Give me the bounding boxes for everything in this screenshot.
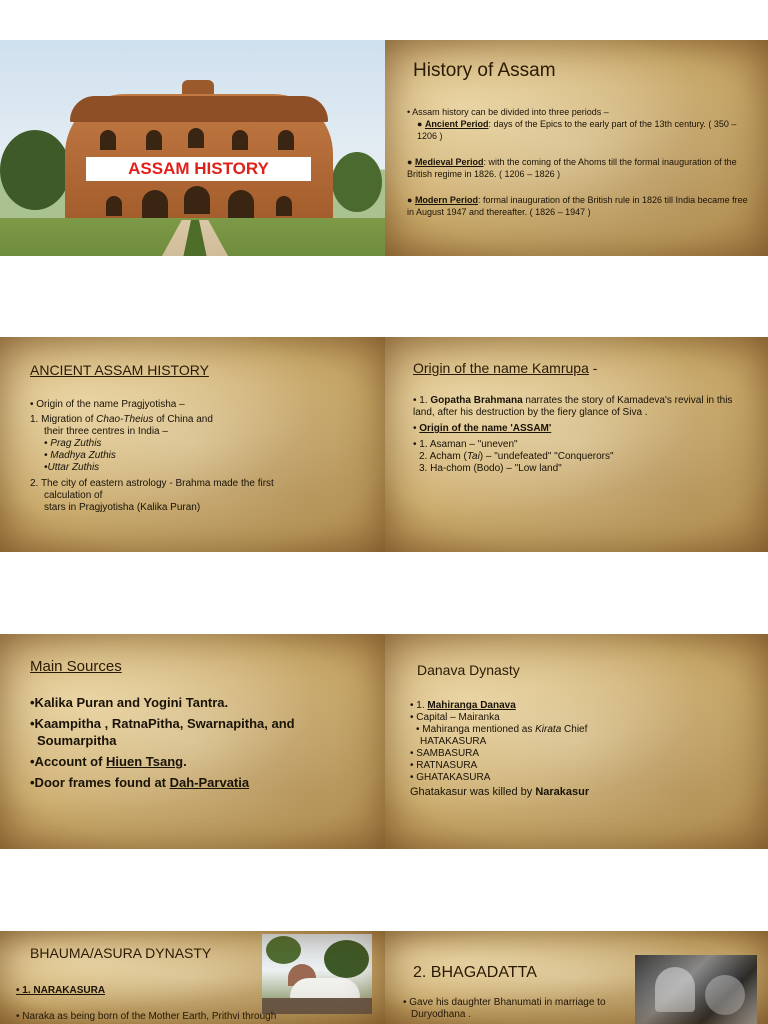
- item-kirata: [410, 724, 750, 736]
- illustration-figure: [655, 967, 695, 1012]
- slide-body: [30, 694, 370, 791]
- item-hatakasura: HATAKASURA: [420, 736, 487, 747]
- item-naraka-birth: • Naraka as being born of the Mother Earth, Prithvi through: [16, 1011, 277, 1022]
- text: • 1.: [410, 700, 428, 711]
- title-text: Origin of the name Kamrupa: [413, 360, 589, 376]
- slide-body: [16, 985, 336, 1023]
- upper-arch: [146, 130, 162, 150]
- ancient-period-label: Ancient Period: [424, 119, 489, 129]
- text: ) – "undefeated" "Conquerors": [479, 451, 614, 462]
- item-sambasura: • SAMBASURA: [410, 748, 480, 759]
- slide-title: History of Assam: [413, 60, 556, 81]
- slide-body: [413, 395, 743, 475]
- underlined-text: • 1. NARAKASURA: [16, 985, 106, 996]
- item-ghatakasura: • GHATAKASURA: [410, 772, 491, 783]
- intro-text: • Assam history can be divided into three periods –: [407, 107, 609, 117]
- medieval-period-item: ● Medieval Period: with the coming of the Ahoms till the formal inauguration of the British regime in 1826. ( 1206 – 1826 ): [407, 157, 737, 179]
- item-mahiranga: [410, 700, 750, 712]
- bhagadatta-illustration: [635, 955, 757, 1024]
- source-pithas: •Kaampitha , RatnaPitha, Swarnapitha, and: [30, 716, 295, 731]
- text: 2. Acham (: [419, 451, 467, 462]
- modern-period-text: : formal inauguration of the British rule in 1826 till India became free in August 1947 and thereafter. ( 1826 – 1947 ): [407, 195, 748, 217]
- assam-history-photo-slide: [0, 40, 385, 256]
- slide-title: Danava Dynasty: [417, 662, 520, 678]
- modern-period-item: ● Modern Period: formal inauguration of the British rule in 1826 till India became free in August 1947 and thereafter. ( 1826 – 1947 ): [407, 195, 748, 217]
- source-kalika-puran: •Kalika Puran and Yogini Tantra.: [30, 695, 229, 710]
- text: •Door frames found at: [30, 775, 170, 790]
- item-gopatha: [413, 395, 743, 419]
- text: of China and: [153, 414, 213, 425]
- tree: [324, 940, 369, 978]
- slide-history-of-assam: [385, 40, 768, 256]
- text: narrates the story of Kamadeva's revival in this land, after his destruction by the fiery glance of Siva .: [413, 395, 733, 418]
- item-prag-zuthis: • Prag Zuthis: [44, 438, 102, 449]
- upper-arch: [100, 130, 116, 150]
- tree: [266, 936, 301, 964]
- item-killed-by: [410, 786, 750, 798]
- item-madhya-zuthis: • Madhya Zuthis: [44, 450, 116, 461]
- item-capital: • Capital – Mairanka: [410, 712, 500, 723]
- ground-arch: [106, 196, 122, 216]
- ground-arch: [276, 196, 292, 216]
- medieval-period-text: : with the coming of the Ahoms till the formal inauguration of the British regime in 1826. ( 1206 – 1826 ): [407, 157, 737, 179]
- item-asaman: • 1. Asaman – "uneven": [413, 439, 518, 450]
- ancient-period-item: ● Ancient Period: days of the Epics to the early part of the 13th century. ( 350 – 1206 ): [417, 119, 737, 141]
- text: • Mahiranga mentioned as: [416, 724, 536, 735]
- item-stars: stars in Pragjyotisha (Kalika Puran): [44, 502, 201, 513]
- slide-body: [410, 700, 750, 798]
- source-door-frames: [30, 774, 370, 791]
- slide-title: Main Sources: [30, 658, 122, 675]
- slide-title: [413, 360, 597, 376]
- bold-text: Narakasur: [535, 786, 590, 798]
- slide-ancient-assam-history: [0, 337, 385, 552]
- slide-bhauma-asura-dynasty: [0, 931, 385, 1024]
- building-roof: [70, 96, 328, 122]
- bullet-origin-pragjyotisha: • Origin of the name Pragjyotisha –: [30, 399, 185, 410]
- item-calculation: calculation of: [44, 490, 103, 501]
- tree-left: [0, 130, 70, 210]
- slide-origin-kamrupa: [385, 337, 768, 552]
- slide-main-sources: [0, 634, 385, 849]
- bold-text: Gopatha Brahmana: [430, 395, 523, 406]
- slide-title: ANCIENT ASSAM HISTORY: [30, 362, 209, 378]
- heading-text: Origin of the name 'ASSAM': [419, 423, 552, 434]
- underlined-text: Dah-Parvatia: [169, 775, 250, 790]
- slide-body: [403, 997, 635, 1021]
- item-astrology: 2. The city of eastern astrology - Brahma made the first: [30, 478, 274, 489]
- bold-underlined-text: Mahiranga Danava: [427, 700, 516, 711]
- slide-bhagadatta: [385, 931, 768, 1024]
- item-centres: their three centres in India –: [44, 426, 168, 437]
- slide-danava-dynasty: [385, 634, 768, 849]
- item-migration: [30, 414, 370, 426]
- illustration-figure: [705, 975, 745, 1015]
- upper-arch: [232, 130, 248, 150]
- ancient-period-text: : days of the Epics to the early part of the 13th century. ( 350 – 1206 ): [417, 119, 737, 141]
- tree-right: [332, 152, 382, 212]
- item-ha-chom: 3. Ha-chom (Bodo) – "Low land": [419, 463, 562, 474]
- underlined-text: Hiuen Tsang: [106, 754, 184, 769]
- origin-assam-heading: • Origin of the name 'ASSAM': [413, 423, 552, 434]
- item-acham: [413, 451, 743, 463]
- italic-text: Tai: [466, 451, 480, 462]
- item-duryodhana: Duryodhana .: [411, 1009, 472, 1020]
- text: Ghatakasur was killed by: [410, 786, 536, 798]
- slide-banner: ASSAM HISTORY: [86, 157, 311, 181]
- source-hiuen-tsang: [30, 753, 370, 770]
- slide-body: [30, 399, 370, 514]
- slide-body: [407, 106, 752, 218]
- text: •Account of: [30, 754, 107, 769]
- text: • 1.: [413, 395, 431, 406]
- italic-text: Kirata: [535, 724, 562, 735]
- slide-title: 2. BHAGADATTA: [413, 964, 537, 981]
- text: Chief: [561, 724, 588, 735]
- ground-arch: [142, 190, 168, 218]
- text: 1. Migration of: [30, 414, 97, 425]
- upper-arch: [188, 128, 204, 148]
- item-ratnasura: • RATNASURA: [410, 760, 478, 771]
- upper-arch: [278, 130, 294, 150]
- item-bhanumati: • Gave his daughter Bhanumati in marriage to: [403, 997, 606, 1008]
- text: .: [183, 754, 187, 769]
- item-narakasura: [16, 985, 336, 997]
- item-uttar-zuthis: •Uttar Zuthis: [44, 462, 100, 473]
- title-suffix: -: [588, 360, 598, 376]
- ground-arch: [228, 190, 254, 218]
- slide-title: BHAUMA/ASURA DYNASTY: [30, 945, 212, 961]
- source-soumarpitha: Soumarpitha: [37, 733, 117, 748]
- ground-arch: [184, 186, 210, 214]
- italic-text: Chao-Theius: [96, 414, 154, 425]
- medieval-period-label: Medieval Period: [414, 157, 484, 167]
- modern-period-label: Modern Period: [414, 195, 478, 205]
